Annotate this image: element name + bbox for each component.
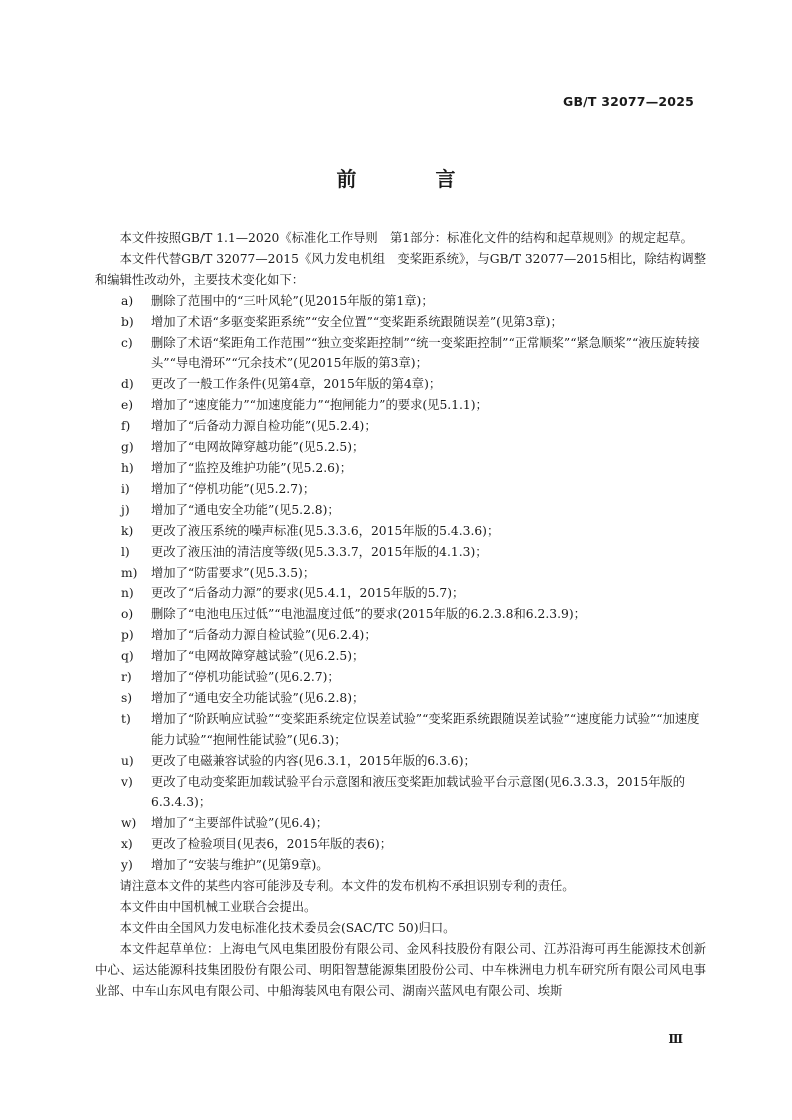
list-item (95, 479, 706, 500)
list-item-text: 删除了“电池电压过低”“电池温度过低”的要求(2015年版的6.2.3.8和6.2.3.9)； (151, 607, 586, 622)
list-item-label: j) (121, 502, 130, 517)
drafting-organizations: 本文件起草单位：上海电气风电集团股份有限公司、金风科技股份有限公司、江苏沿海可再生能源技术创新中心、运达能源科技集团股份有限公司、明阳智慧能源集团股份公司、中车株洲电力机车研究所有限公司风电事业部、中车山东风电有限公司、中船海装风电有限公司、湖南兴蓝风电有限公司、埃斯 (95, 941, 706, 998)
list-item (95, 500, 706, 521)
list-item-label: a) (121, 293, 134, 308)
intro-paragraph: 本文件按照GB/T 1.1—2020《标准化工作导则 第1部分：标准化文件的结构和起草规则》的规定起草。 (119, 231, 693, 245)
list-item-label: i) (121, 481, 130, 496)
list-item-label: v) (121, 774, 133, 789)
list-item (95, 751, 706, 772)
committee-statement: 本文件由全国风力发电标准化技术委员会(SAC/TC 50)归口。 (119, 920, 456, 935)
list-item (95, 604, 706, 625)
list-item-label: h) (121, 460, 134, 475)
list-item-text: 增加了“停机功能”(见5.2.7)； (151, 481, 316, 496)
list-item-label: w) (121, 816, 137, 831)
list-item (95, 709, 706, 751)
list-item-label: o) (121, 607, 134, 622)
list-item (95, 521, 706, 542)
list-item-text: 删除了术语“桨距角工作范围”“独立变桨距控制”“统一变桨距控制”“正常顺桨”“紧急顺桨”“液压旋转接头”“导电滑环”“冗余技术”(见2015年版的第3章)； (151, 335, 700, 371)
list-item-label: e) (121, 398, 134, 413)
list-item (95, 667, 706, 688)
list-item-text: 更改了液压系统的噪声标准(见5.3.3.6，2015年版的5.4.3.6)； (151, 523, 500, 538)
list-item-label: x) (121, 837, 133, 852)
list-item-text: 更改了检验项目(见表6，2015年版的表6)； (151, 837, 392, 852)
intro-paragraph: 本文件代替GB/T 32077—2015《风力发电机组 变桨距系统》，与GB/T 32077—2015相比，除结构调整和编辑性改动外，主要技术变化如下： (95, 251, 706, 287)
list-item-text: 增加了“主要部件试验”(见6.4)； (151, 816, 328, 831)
list-item-label: y) (121, 858, 133, 873)
list-item-label: r) (121, 670, 132, 685)
list-item-label: t) (121, 711, 131, 726)
list-item (95, 437, 706, 458)
list-item (95, 312, 706, 333)
list-item (95, 542, 706, 563)
list-item-text: 增加了“阶跃响应试验”“变桨距系统定位误差试验”“变桨距系统跟随误差试验”“速度能力试验”“加速度能力试验”“抱闸性能试验”(见6.3)； (151, 711, 700, 747)
list-item-label: d) (121, 377, 134, 392)
list-item-label: n) (121, 586, 134, 601)
list-item (95, 855, 706, 876)
proposer-statement: 本文件由中国机械工业联合会提出。 (119, 900, 317, 914)
list-item-text: 更改了电动变桨距加载试验平台示意图和液压变桨距加载试验平台示意图(见6.3.3.3，2015年版的6.3.4.3)； (151, 774, 686, 810)
list-item (95, 583, 706, 604)
list-item (95, 625, 706, 646)
list-item-text: 增加了术语“多驱变桨距系统”“安全位置”“变桨距系统跟随误差”(见第3章)； (151, 314, 563, 329)
list-item-label: l) (121, 544, 130, 559)
list-item-label: b) (121, 314, 134, 329)
list-item (95, 395, 706, 416)
list-item (95, 333, 706, 375)
list-item-label: u) (121, 753, 134, 768)
standard-code: GB/T 32077—2025 (562, 94, 694, 109)
list-item-text: 增加了“安装与维护”(见第9章)。 (151, 858, 329, 873)
list-item-label: k) (121, 523, 134, 538)
list-item-text: 增加了“电网故障穿越试验”(见6.2.5)； (151, 649, 365, 664)
page-number: Ⅲ (668, 1032, 684, 1046)
list-item (95, 688, 706, 709)
list-item-text: 增加了“监控及维护功能”(见5.2.6)； (151, 460, 353, 475)
patent-notice: 请注意本文件的某些内容可能涉及专利。本文件的发布机构不承担识别专利的责任。 (119, 879, 575, 894)
page-title: 前 言 (336, 167, 492, 191)
list-item (95, 291, 706, 312)
list-item-text: 更改了液压油的清洁度等级(见5.3.3.7，2015年版的4.1.3)； (151, 544, 488, 559)
list-item-text: 更改了“后备动力源”的要求(见5.4.1，2015年版的5.7)； (151, 586, 465, 601)
list-item-label: q) (121, 649, 134, 664)
list-item-label: m) (121, 565, 138, 580)
list-item-text: 增加了“通电安全功能试验”(见6.2.8)； (151, 690, 365, 705)
list-item-text: 增加了“防雷要求”(见5.3.5)； (151, 565, 316, 580)
list-item (95, 458, 706, 479)
list-item-label: c) (121, 335, 133, 350)
changes-list (95, 291, 706, 876)
list-item-text: 增加了“后备动力源自检功能”(见5.2.4)； (151, 419, 377, 434)
list-item (95, 772, 706, 814)
list-item (95, 563, 706, 584)
list-item-text: 增加了“停机功能试验”(见6.2.7)； (151, 670, 340, 685)
list-item-text: 增加了“后备动力源自检试验”(见6.2.4)； (151, 628, 377, 643)
list-item-text: 更改了电磁兼容试验的内容(见6.3.1，2015年版的6.3.6)； (151, 753, 476, 768)
list-item-text: 删除了范围中的“三叶风轮”(见2015年版的第1章)； (151, 293, 434, 308)
list-item-text: 增加了“电网故障穿越功能”(见5.2.5)； (151, 440, 365, 455)
list-item (95, 813, 706, 834)
foreword-body (95, 228, 706, 1002)
list-item (95, 646, 706, 667)
list-item (95, 834, 706, 855)
list-item-label: f) (121, 419, 131, 434)
list-item-text: 增加了“速度能力”“加速度能力”“抱闸能力”的要求(见5.1.1)； (151, 398, 488, 413)
list-item (95, 416, 706, 437)
list-item-label: p) (121, 628, 134, 643)
list-item (95, 374, 706, 395)
list-item-label: s) (121, 690, 133, 705)
list-item-label: g) (121, 440, 134, 455)
list-item-text: 增加了“通电安全功能”(见5.2.8)； (151, 502, 340, 517)
list-item-text: 更改了一般工作条件(见第4章，2015年版的第4章)； (151, 377, 442, 392)
